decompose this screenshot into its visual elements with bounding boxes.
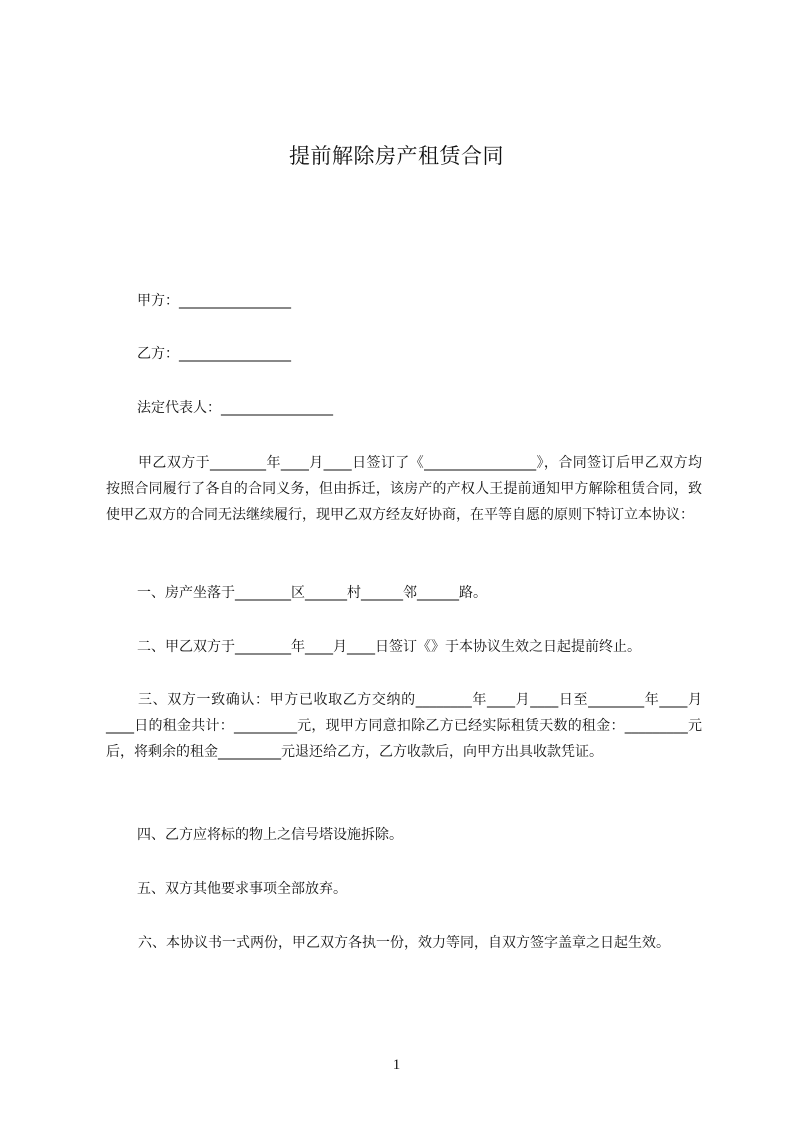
party-a-line: 甲方：________________: [137, 293, 291, 309]
page-number: 1: [392, 1057, 401, 1073]
clause-5: 五、双方其他要求事项全部放弃。: [137, 881, 347, 897]
document-title: 提前解除房产租赁合同: [289, 144, 504, 168]
legal-representative-line: 法定代表人：________________: [137, 400, 333, 416]
clause-2: 二、甲乙双方于________年____月____日签订《》于本协议生效之日起提前终止。: [137, 639, 641, 655]
clause-3-paragraph: [106, 687, 702, 765]
clause-1: 一、房产坐落于________区______村______邻______路。: [137, 585, 487, 601]
clause-4: 四、乙方应将标的物上之信号塔设施拆除。: [137, 827, 403, 843]
clause-3: 三、双方一致确认：甲方已收取乙方交纳的________年____月____日至________年____月____日的租金共计：_________元，现甲方同意扣除乙方已经实际租赁天数的租金：_________元后，将剩余的租金_________元退还给乙方，乙方收款后，向甲方出具收款凭证。: [106, 692, 702, 760]
intro-text: 甲乙双方于________年____月____日签订了《________________》，合同签订后甲乙双方均按照合同履行了各自的合同义务，但由拆迁，该房产的产权人王提前通知甲方解除租赁合同，致使甲乙双方的合同无法继续履行，现甲乙双方经友好协商，在平等自愿的原则下特订立本协议：: [106, 455, 702, 523]
clause-6-paragraph: [106, 930, 702, 956]
clause-6: 六、本协议书一式两份，甲乙双方各执一份，效力等同，自双方签字盖章之日起生效。: [138, 935, 670, 951]
party-b-line: 乙方：________________: [137, 346, 291, 362]
intro-paragraph: [106, 450, 702, 528]
